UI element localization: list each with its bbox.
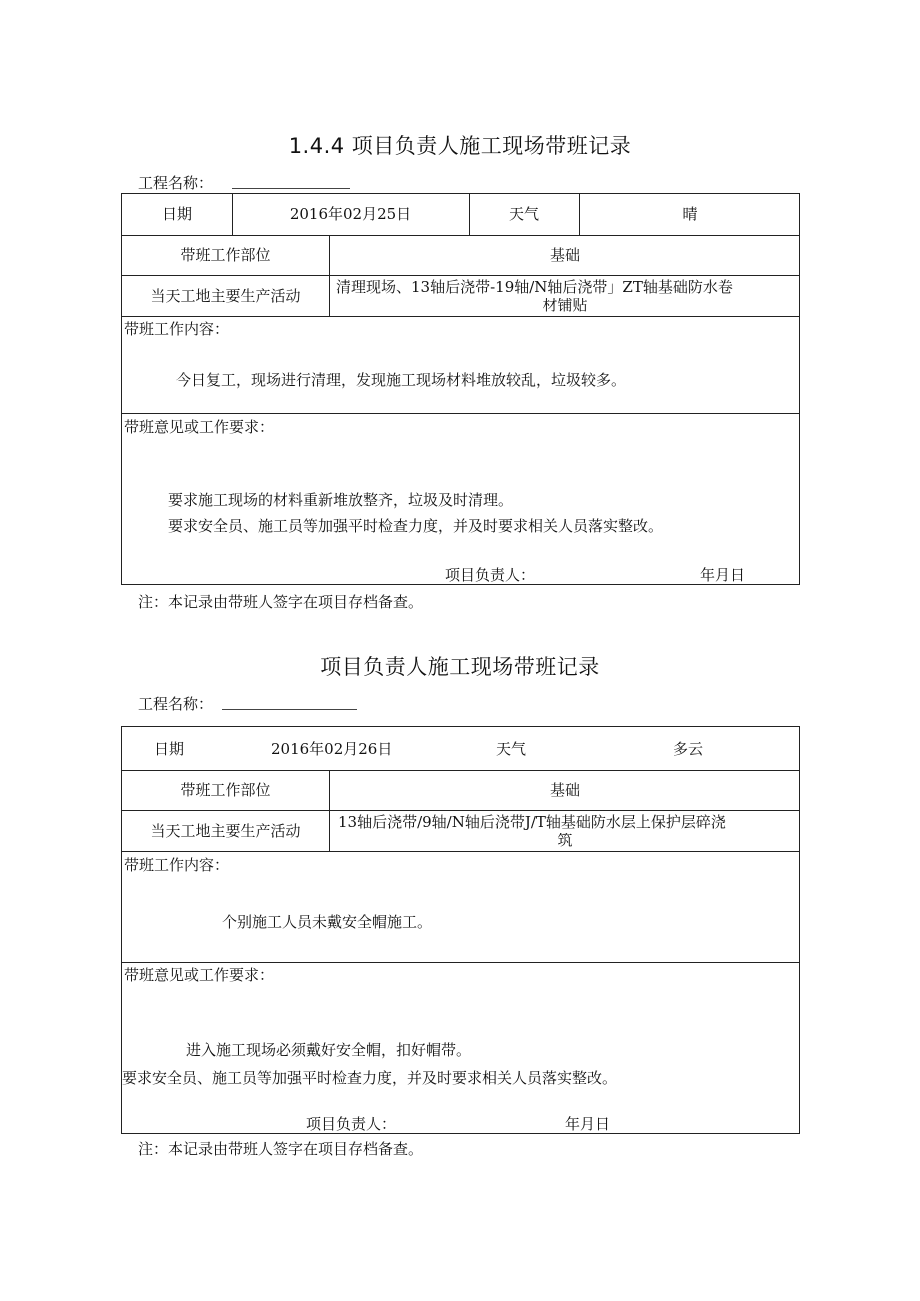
record-2-weather-value: 多云 xyxy=(673,740,704,758)
record-1-content-text: 今日复工，现场进行清理，发现施工现场材料堆放较乱，垃圾较多。 xyxy=(176,371,627,389)
record-2-note: 注：本记录由带班人签字在项目存档备查。 xyxy=(138,1140,424,1158)
record-1-date-label: 日期 xyxy=(161,205,192,223)
record-2-content-label: 带班工作内容： xyxy=(124,856,230,874)
record-2-weather-label: 天气 xyxy=(496,740,527,758)
record-1-opinion-line1: 要求施工现场的材料重新堆放整齐，垃圾及时清理。 xyxy=(168,491,514,509)
record-1-activity-label: 当天工地主要生产活动 xyxy=(150,287,301,305)
record-2-date-label: 日期 xyxy=(154,740,185,758)
record-1-weather-label: 天气 xyxy=(508,205,539,223)
record-2-position-value: 基础 xyxy=(549,781,580,799)
record-1-table xyxy=(121,193,800,585)
record-1-opinion-label: 带班意见或工作要求： xyxy=(124,418,275,436)
record-1-date-value: 2016年02月25日 xyxy=(289,205,412,223)
record-2-opinion-label: 带班意见或工作要求： xyxy=(124,966,275,984)
record-1-content-label: 带班工作内容： xyxy=(124,320,230,338)
record-2-title: 项目负责人施工现场带班记录 xyxy=(320,655,600,679)
record-1-date-sign-label: 年月日 xyxy=(700,566,746,584)
record-2-activity-label: 当天工地主要生产活动 xyxy=(150,822,301,840)
record-2-date-sign-label: 年月日 xyxy=(565,1115,611,1133)
record-1-signer-label: 项目负责人： xyxy=(445,566,536,584)
record-2-activity-line2: 筑 xyxy=(557,833,573,849)
record-2-position-label: 带班工作部位 xyxy=(180,781,271,799)
record-1-opinion-line2: 要求安全员、施工员等加强平时检查力度，并及时要求相关人员落实整改。 xyxy=(168,517,664,535)
record-1-project-name-field[interactable] xyxy=(232,188,350,189)
record-2-activity-line1: 13轴后浇带/9轴/N轴后浇带J/T轴基础防水层上保护层碎浇 xyxy=(338,813,726,831)
record-1-weather-value: 晴 xyxy=(682,205,698,223)
record-1-project-name-label: 工程名称： xyxy=(138,174,214,192)
record-1-position-label: 带班工作部位 xyxy=(180,246,271,264)
record-1-position-value: 基础 xyxy=(549,246,580,264)
record-2-table xyxy=(121,726,800,1134)
record-2-project-name-label: 工程名称： xyxy=(138,695,214,713)
record-2-opinion-line1: 进入施工现场必须戴好安全帽，扣好帽带。 xyxy=(186,1041,472,1059)
record-2-date-value: 2016年02月26日 xyxy=(271,740,393,758)
record-1-activity-line2: 材铺贴 xyxy=(542,298,588,314)
record-2-signer-label: 项目负责人： xyxy=(306,1115,397,1133)
record-1-note: 注：本记录由带班人签字在项目存档备查。 xyxy=(138,593,424,611)
record-1-activity-line1: 清理现场、13轴后浇带-19轴/N轴后浇带」ZT轴基础防水卷 xyxy=(336,278,733,296)
record-2-opinion-line2: 要求安全员、施工员等加强平时检查力度，并及时要求相关人员落实整改。 xyxy=(122,1069,618,1087)
record-2-project-name-field[interactable] xyxy=(222,709,357,710)
record-1-title: 1.4.4 项目负责人施工现场带班记录 xyxy=(288,134,632,158)
record-2-content-text: 个别施工人员未戴安全帽施工。 xyxy=(222,913,433,931)
